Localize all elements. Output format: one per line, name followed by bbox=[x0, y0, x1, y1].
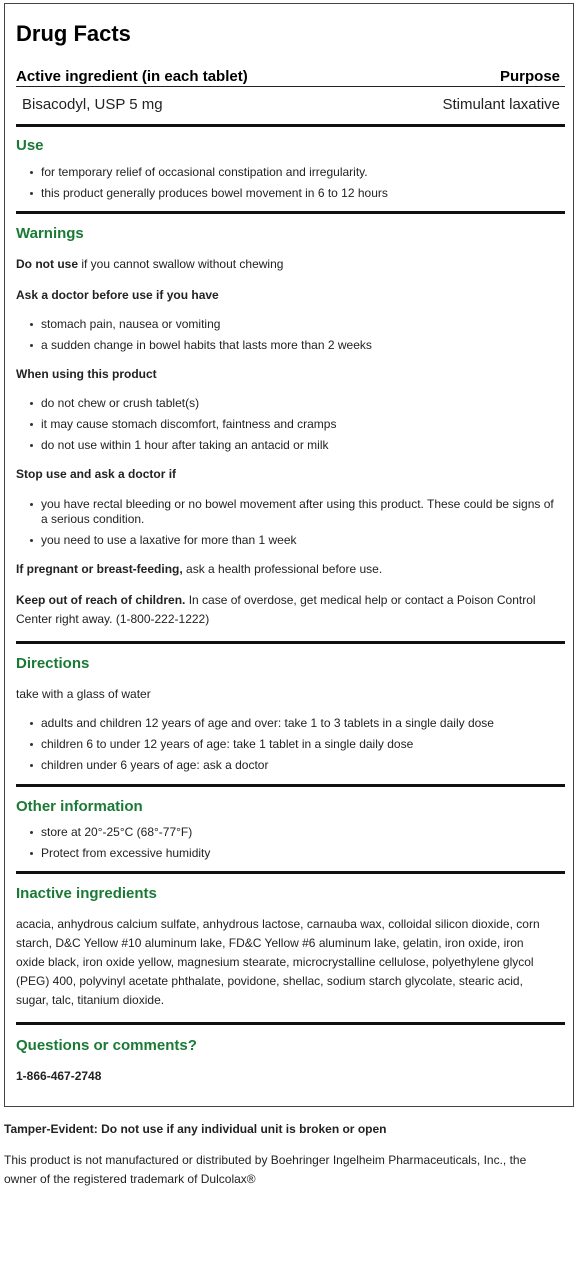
use-item: this product generally produces bowel movement in 6 to 12 hours bbox=[30, 186, 554, 201]
when-using-item: do not use within 1 hour after taking an antacid or milk bbox=[30, 438, 554, 453]
section-divider bbox=[16, 871, 565, 874]
ask-doctor-item: a sudden change in bowel habits that lasts more than 2 weeks bbox=[30, 338, 554, 353]
directions-item: adults and children 12 years of age and over: take 1 to 3 tablets in a single daily dose bbox=[30, 716, 554, 731]
pregnant-label: If pregnant or breast-feeding, bbox=[16, 562, 183, 576]
inactive-heading: Inactive ingredients bbox=[16, 885, 157, 902]
warnings-heading: Warnings bbox=[16, 225, 84, 242]
directions-intro: take with a glass of water bbox=[16, 687, 151, 701]
pregnant-line bbox=[16, 560, 556, 579]
directions-item: children under 6 years of age: ask a doctor bbox=[30, 758, 554, 773]
drug-facts-panel bbox=[4, 3, 574, 1107]
do-not-use-label: Do not use bbox=[16, 257, 78, 271]
other-info-item: Protect from excessive humidity bbox=[30, 846, 554, 861]
use-item: for temporary relief of occasional constipation and irregularity. bbox=[30, 165, 554, 180]
ask-doctor-heading: Ask a doctor before use if you have bbox=[16, 288, 219, 302]
active-ingredient-heading: Active ingredient (in each tablet) bbox=[16, 68, 248, 85]
directions-item: children 6 to under 12 years of age: take 1 tablet in a single daily dose bbox=[30, 737, 554, 752]
other-info-item: store at 20°-25°C (68°-77°F) bbox=[30, 825, 554, 840]
directions-heading: Directions bbox=[16, 655, 90, 672]
pregnant-text: ask a health professional before use. bbox=[182, 562, 383, 576]
keep-out-label: Keep out of reach of children. bbox=[16, 593, 186, 607]
panel-title: Drug Facts bbox=[16, 21, 131, 46]
section-divider bbox=[16, 784, 565, 787]
stop-use-item: you have rectal bleeding or no bowel movement after using this product. These could be signs of a serious condition. bbox=[30, 497, 554, 527]
active-ingredient-header bbox=[16, 68, 560, 85]
section-divider bbox=[16, 1022, 565, 1025]
keep-out-text: In case of overdose, get medical help or contact a Poison Control Center right away. (1-800-222-1222) bbox=[16, 593, 536, 626]
stop-use-heading: Stop use and ask a doctor if bbox=[16, 467, 177, 481]
tamper-evident-notice: Tamper-Evident: Do not use if any individual unit is broken or open bbox=[4, 1122, 387, 1136]
trademark-disclaimer: This product is not manufactured or distributed by Boehringer Ingelheim Pharmaceuticals, Inc., the owner of the registered trademark of Dulcolax® bbox=[4, 1153, 527, 1186]
purpose-heading: Purpose bbox=[499, 68, 560, 85]
other-info-heading: Other information bbox=[16, 798, 143, 815]
section-divider bbox=[16, 641, 565, 644]
active-ingredient-purpose: Stimulant laxative bbox=[442, 96, 560, 113]
inactive-text: acacia, anhydrous calcium sulfate, anhydrous lactose, carnauba wax, colloidal silicon dioxide, corn starch, D&C Yellow #10 aluminum lake, FD&C Yellow #6 aluminum lake, gelatin, iron oxide, iron oxide black, iron oxide yellow, magnesium stearate, microcrystalline cellulose, polyethylene glycol (PEG) 400, polyvinyl acetate phthalate, povidone, shellac, sodium starch glycolate, stearic acid, sugar, talc, titanium dioxide. bbox=[16, 917, 540, 1007]
use-heading: Use bbox=[16, 137, 44, 154]
do-not-use-text: if you cannot swallow without chewing bbox=[78, 257, 284, 271]
questions-heading: Questions or comments? bbox=[16, 1037, 197, 1054]
when-using-item: it may cause stomach discomfort, faintness and cramps bbox=[30, 417, 554, 432]
section-divider bbox=[16, 124, 565, 127]
when-using-item: do not chew or crush tablet(s) bbox=[30, 396, 554, 411]
section-divider bbox=[16, 211, 565, 214]
do-not-use-line bbox=[16, 255, 556, 274]
keep-out-line bbox=[16, 591, 556, 629]
active-ingredient-name: Bisacodyl, USP 5 mg bbox=[22, 96, 163, 113]
when-using-heading: When using this product bbox=[16, 367, 157, 381]
ask-doctor-item: stomach pain, nausea or vomiting bbox=[30, 317, 554, 332]
stop-use-item: you need to use a laxative for more than 1 week bbox=[30, 533, 554, 548]
questions-phone: 1-866-467-2748 bbox=[16, 1069, 102, 1083]
divider bbox=[16, 86, 565, 87]
